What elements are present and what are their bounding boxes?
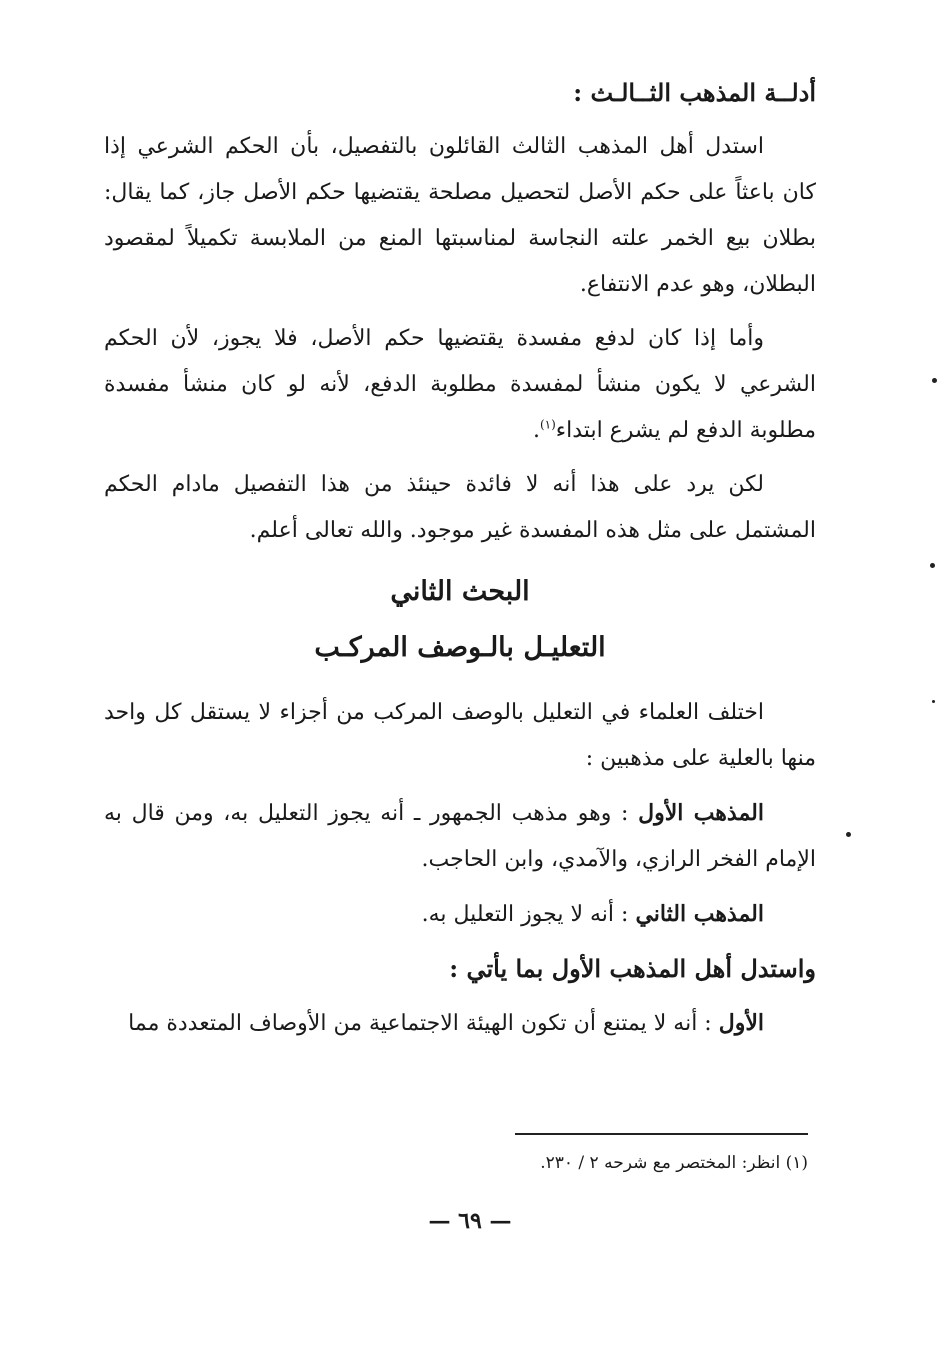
first-evidence — [104, 1000, 816, 1047]
footnote-rule — [515, 1133, 808, 1135]
scan-speck — [932, 378, 937, 383]
evidence-heading: واستدل أهل المذهب الأول بما يأتي : — [449, 954, 816, 983]
intro-paragraph: اختلف العلماء في التعليل بالوصف المركب من أجزاء لا يستقل كل واحد منها بالعلية على مذهبين : — [104, 700, 816, 771]
first-opinion — [104, 790, 816, 883]
scan-speck — [932, 700, 935, 703]
scan-speck — [846, 832, 851, 837]
first-evidence-text: : أنه لا يمتنع أن تكون الهيئة الاجتماعية من الأوصاف المتعددة مما — [128, 1011, 719, 1036]
section-one — [104, 70, 816, 554]
footnote: (١) انظر: المختصر مع شرحه ٢ / ٢٣٠. — [540, 1153, 808, 1173]
first-evidence-label: الأول — [718, 1010, 764, 1036]
paragraph-2-text: وأما إذا كان لدفع مفسدة يقتضيها حكم الأصل، فلا يجوز، لأن الحكم الشرعي لا يكون منشأ لمفسدة مطلوبة الدفع، لأنه لو كان منشأ مفسدة مطلوبة الدفع لم يشرع ابتداء — [104, 326, 816, 443]
footnote-reference: (١) — [539, 417, 556, 432]
scan-speck — [930, 563, 935, 568]
second-opinion — [104, 891, 816, 938]
first-opinion-text: : وهو مذهب الجمهور ـ أنه يجوز التعليل به، ومن قال به الإمام الفخر الرازي، والآمدي، وابن الحاجب. — [104, 801, 816, 872]
section-heading: أدلــة المذهب الثــالـث : — [573, 78, 816, 107]
first-opinion-label: المذهب الأول — [638, 800, 764, 826]
paragraph-3: لكن يرد على هذا أنه لا فائدة حينئذ من هذا التفصيل مادام الحكم المشتمل على مثل هذه المفسدة غير موجود. والله تعالى أعلم. — [104, 472, 816, 543]
section-two — [104, 690, 816, 1047]
paragraph-2 — [104, 316, 816, 454]
section-title: البحث الثاني — [390, 576, 530, 607]
paragraph-2-end: . — [532, 418, 540, 443]
second-opinion-label: المذهب الثاني — [635, 901, 764, 927]
paragraph-1: استدل أهل المذهب الثالث القائلون بالتفصيل، بأن الحكم الشرعي إذا كان باعثاً على حكم الأصل لتحصيل مصلحة يقتضيها حكم الأصل جاز، كما يقال: بطلان بيع الخمر علته النجاسة لمناسبتها المنع من الملابسة تكميلاً لمقصود البطلان، وهو عدم الانتفاع. — [104, 134, 816, 297]
page-number: — ٦٩ — — [428, 1208, 512, 1234]
second-opinion-text: : أنه لا يجوز التعليل به. — [421, 902, 636, 927]
section-subtitle: التعليـل بالـوصف المركـب — [314, 632, 606, 663]
